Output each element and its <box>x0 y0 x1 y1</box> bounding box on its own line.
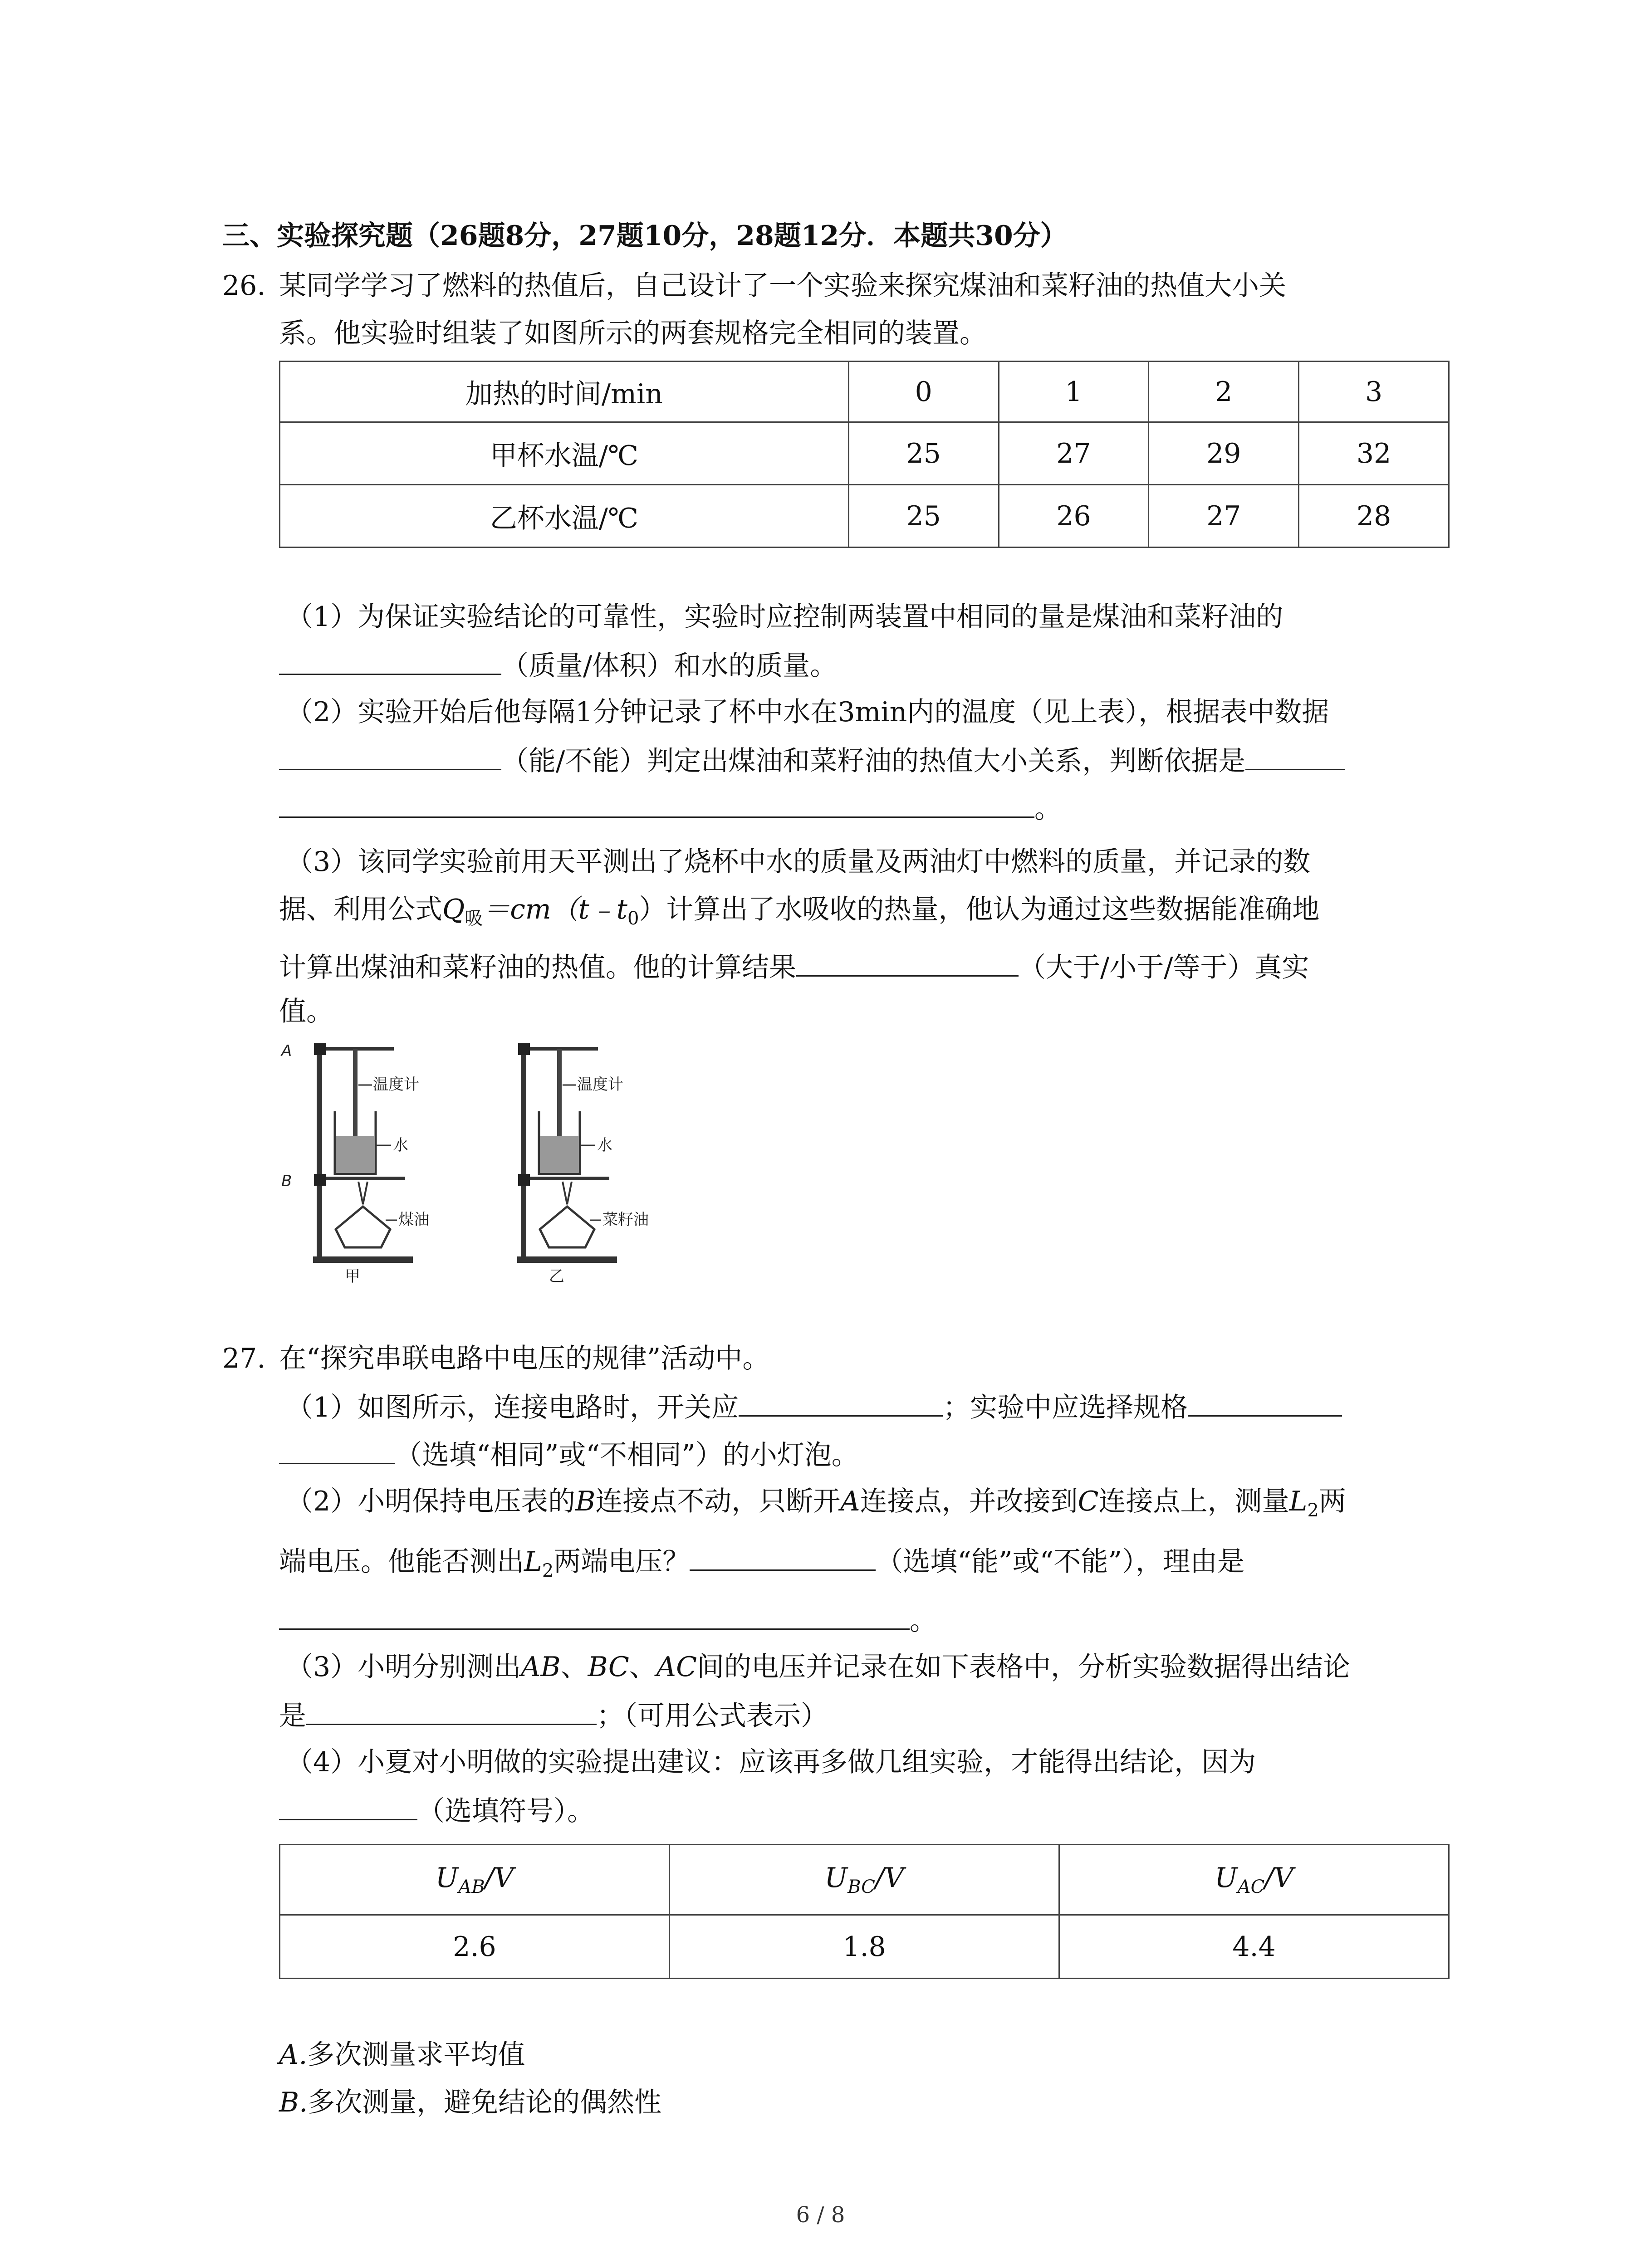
q26-number: 26. <box>222 270 266 302</box>
q27-part2-text-e: 两 <box>1318 1486 1346 1517</box>
header-u: U <box>824 1862 848 1894</box>
q27-part2-text-c: 连接点，并改接到 <box>860 1486 1078 1517</box>
q27-part1-spec-blank-start[interactable] <box>1188 1388 1342 1417</box>
label-thermometer-left: 温度计 <box>373 1075 419 1094</box>
q27-part3-sep1: 、 <box>560 1651 588 1683</box>
q26-part1-answer-blank[interactable] <box>279 646 501 675</box>
flame-left <box>358 1182 367 1204</box>
table-header-uac <box>1059 1845 1449 1915</box>
table-cell: 32 <box>1299 422 1449 485</box>
table-row <box>280 362 1449 422</box>
q27-part4-line2-text: （选填符号）。 <box>417 1795 594 1827</box>
table-row <box>280 422 1449 485</box>
caption-left: 甲 <box>345 1267 360 1284</box>
table-cell: 1 <box>999 362 1149 422</box>
table-cell: 乙杯水温/℃ <box>280 485 849 547</box>
page-number: 6 / 8 <box>796 2202 845 2228</box>
header-sub: BC <box>847 1877 875 1897</box>
q26-part2-reason-blank-start[interactable] <box>1245 742 1345 770</box>
q27-part4-line1: （4）小夏对小明做的实验提出建议：应该再多做几组实验，才能得出结论，因为 <box>286 1746 1256 1778</box>
oil-lamp-left <box>336 1207 390 1247</box>
table-cell: 25 <box>848 485 999 547</box>
q27-option-a <box>279 2037 525 2073</box>
table-cell: 4.4 <box>1059 1915 1449 1979</box>
option-a-letter: A. <box>279 2039 308 2071</box>
q27-stem: 在“探究串联电路中电压的规律”活动中。 <box>279 1343 770 1374</box>
table-cell: 28 <box>1299 485 1449 547</box>
table-row <box>280 485 1449 547</box>
table-cell: 27 <box>1149 485 1299 547</box>
q26-part1-line2 <box>279 646 837 684</box>
q26-formula-q: Q <box>442 894 465 925</box>
q27-part2-l2-second-sub: 2 <box>542 1560 554 1581</box>
stand-rod-left <box>317 1043 322 1257</box>
q26-part2-answer-blank[interactable] <box>279 742 501 770</box>
clamp-b-right <box>518 1174 530 1186</box>
oil-lamp-right <box>540 1207 594 1247</box>
arm-ring-left <box>326 1177 405 1180</box>
apparatus-right <box>517 1043 649 1284</box>
q27-part2-point-a: A <box>840 1486 860 1517</box>
q27-part2-point-b: B <box>575 1486 596 1517</box>
q26-formula-q-sub: 吸 <box>465 908 483 929</box>
q27-part1-line2 <box>279 1436 859 1473</box>
q27-part2-text-d: 连接点上，测量 <box>1098 1486 1289 1517</box>
header-u: U <box>1215 1862 1238 1894</box>
header-sub: AB <box>458 1877 485 1897</box>
label-water-left: 水 <box>393 1136 408 1154</box>
table-cell-text: 加热的时间/min <box>465 378 663 410</box>
label-thermometer-right: 温度计 <box>577 1075 623 1094</box>
q27-part2-text-a: （2）小明保持电压表的 <box>286 1486 576 1517</box>
q27-part3-text-b: 间的电压并记录在如下表格中，分析实验数据得出结论 <box>696 1651 1350 1683</box>
q27-part3-bc: BC <box>588 1651 629 1683</box>
stand-base-left <box>313 1256 413 1263</box>
table-header-ubc <box>669 1845 1059 1915</box>
clamp-a-left <box>314 1043 326 1055</box>
clamp-a-right <box>518 1043 530 1055</box>
stand-rod-right <box>521 1043 526 1257</box>
table-cell: 3 <box>1299 362 1449 422</box>
q27-part2-line2 <box>279 1542 1244 1589</box>
label-point-a: A <box>281 1042 292 1060</box>
label-fuel-left: 煤油 <box>398 1211 429 1229</box>
caption-right: 乙 <box>549 1267 564 1284</box>
apparatus-left <box>280 1042 429 1284</box>
q27-part1-text-a: （1）如图所示，连接电路时，开关应 <box>286 1392 739 1423</box>
label-water-right: 水 <box>597 1136 612 1154</box>
table-cell: 0 <box>848 362 999 422</box>
q27-part3-text-line2a: 是 <box>279 1700 306 1732</box>
q26-part3-text-a: 据、利用公式 <box>279 894 442 925</box>
q27-part3-conclusion-blank[interactable] <box>306 1696 597 1725</box>
table-cell: 2.6 <box>280 1915 670 1979</box>
q26-part3-line1: （3）该同学实验前用天平测出了烧杯中水的质量及两油灯中燃料的质量，并记录的数 <box>286 846 1311 878</box>
q26-part2-line1: （2）实验开始后他每隔1分钟记录了杯中水在3min内的温度（见上表），根据表中数据 <box>286 696 1329 728</box>
q27-part2-l2-second: L <box>524 1546 542 1578</box>
q27-part2-l2-sub: 2 <box>1307 1500 1319 1521</box>
q27-voltage-table <box>279 1844 1450 1979</box>
stand-base-right <box>517 1256 617 1263</box>
q26-formula-t-sub: 0 <box>627 908 639 929</box>
q27-part4-line2 <box>279 1792 594 1829</box>
option-b-text: 多次测量，避免结论的偶然性 <box>308 2087 662 2118</box>
q26-part3-line4: 值。 <box>279 996 333 1027</box>
q27-part1-switch-blank[interactable] <box>739 1388 943 1417</box>
table-header-uab <box>280 1845 670 1915</box>
q26-part3-text-line3b: （大于/小于/等于）真实 <box>1019 952 1309 983</box>
q26-part2-line3 <box>279 789 1062 827</box>
arm-top-left <box>326 1047 394 1051</box>
header-unit: /V <box>485 1862 514 1894</box>
q27-part2-text-b: 连接点不动，只断开 <box>595 1486 841 1517</box>
option-b-letter: B. <box>279 2087 308 2118</box>
header-sub: AC <box>1237 1877 1265 1897</box>
clamp-b-left <box>314 1174 326 1186</box>
q26-part3-answer-blank[interactable] <box>796 948 1019 977</box>
q27-part3-line2 <box>279 1696 828 1734</box>
table-cell: 25 <box>848 422 999 485</box>
q26-part2-line2 <box>279 742 1345 779</box>
q26-part3-line2 <box>279 891 1319 937</box>
q27-part2-point-c: C <box>1078 1486 1099 1517</box>
q26-apparatus-figure <box>272 1030 726 1284</box>
q27-part2-text-line2a: 端电压。他能否测出 <box>279 1546 524 1578</box>
header-u: U <box>435 1862 459 1894</box>
table-cell <box>280 362 849 422</box>
q26-part1-line1: （1）为保证实验结论的可靠性，实验时应控制两装置中相同的量是煤油和菜籽油的 <box>286 601 1283 633</box>
q27-part2-text-line2b: 两端电压？ <box>554 1546 690 1578</box>
q27-part2-line3-text: 。 <box>910 1605 937 1637</box>
q27-part2-line3 <box>279 1601 937 1639</box>
header-unit: /V <box>1264 1862 1293 1894</box>
q27-part4-answer-blank[interactable] <box>279 1792 417 1820</box>
q27-part2-reason-blank[interactable] <box>279 1601 910 1630</box>
table-row <box>280 1915 1449 1979</box>
q26-formula-body: ＝cm（t﹣t <box>483 894 627 925</box>
q26-part2-line3-text: 。 <box>1034 793 1062 825</box>
q27-part1-line1 <box>286 1388 1342 1426</box>
water-left <box>336 1136 374 1173</box>
water-right <box>540 1136 578 1173</box>
label-fuel-right: 菜籽油 <box>603 1211 649 1229</box>
label-point-b: B <box>281 1172 292 1190</box>
q27-number: 27. <box>222 1343 266 1374</box>
q26-part1-line2-text: （质量/体积）和水的质量。 <box>501 650 838 682</box>
q27-part2-can-blank[interactable] <box>690 1542 876 1571</box>
q27-option-b <box>279 2084 661 2121</box>
table-cell: 甲杯水温/℃ <box>280 422 849 485</box>
q27-part3-ab: AB <box>521 1651 561 1683</box>
q27-part1-line2-text: （选填“相同”或“不相同”）的小灯泡。 <box>395 1439 859 1471</box>
table-cell: 26 <box>999 485 1149 547</box>
table-cell: 27 <box>999 422 1149 485</box>
q27-part1-text-b: ；实验中应选择规格 <box>943 1392 1188 1423</box>
arm-top-right <box>530 1047 598 1051</box>
q27-part3-sep2: 、 <box>629 1651 656 1683</box>
q27-part3-ac: AC <box>656 1651 697 1683</box>
section-title: 三、实验探究题（26题8分，27题10分，28题12分．本题共30分） <box>222 220 1068 252</box>
q26-part3-text-line3a: 计算出煤油和菜籽油的热值。他的计算结果 <box>279 952 796 983</box>
table-cell: 2 <box>1149 362 1299 422</box>
q26-stem-line2: 系。他实验时组装了如图所示的两套规格完全相同的装置。 <box>279 318 987 349</box>
q27-part2-text-line2c: （选填“能”或“不能”），理由是 <box>876 1546 1244 1578</box>
q26-part3-text-c: ）计算出了水吸收的热量，他认为通过这些数据能准确地 <box>639 894 1320 925</box>
option-a-text: 多次测量求平均值 <box>307 2039 525 2071</box>
q27-part2-l2: L <box>1289 1486 1308 1517</box>
q27-part3-line1 <box>286 1649 1350 1685</box>
q26-part2-reason-blank[interactable] <box>279 789 1034 818</box>
q27-part1-spec-blank[interactable] <box>279 1436 395 1464</box>
flame-right <box>563 1182 572 1204</box>
header-unit: /V <box>875 1862 904 1894</box>
q26-part3-line3 <box>279 948 1309 986</box>
q26-stem-line1: 某同学学习了燃料的热值后，自己设计了一个实验来探究煤油和菜籽油的热值大小关 <box>279 270 1286 302</box>
q27-part3-text-a: （3）小明分别测出 <box>286 1651 521 1683</box>
table-cell: 1.8 <box>669 1915 1059 1979</box>
table-cell: 29 <box>1149 422 1299 485</box>
q27-part2-line1 <box>286 1483 1346 1529</box>
q26-part2-line2-text: （能/不能）判定出煤油和菜籽油的热值大小关系，判断依据是 <box>501 745 1246 777</box>
table-row <box>280 1845 1449 1915</box>
q27-part3-text-line2b: ；（可用公式表示） <box>597 1700 828 1732</box>
q26-temperature-table <box>279 361 1450 548</box>
arm-ring-right <box>530 1177 609 1180</box>
